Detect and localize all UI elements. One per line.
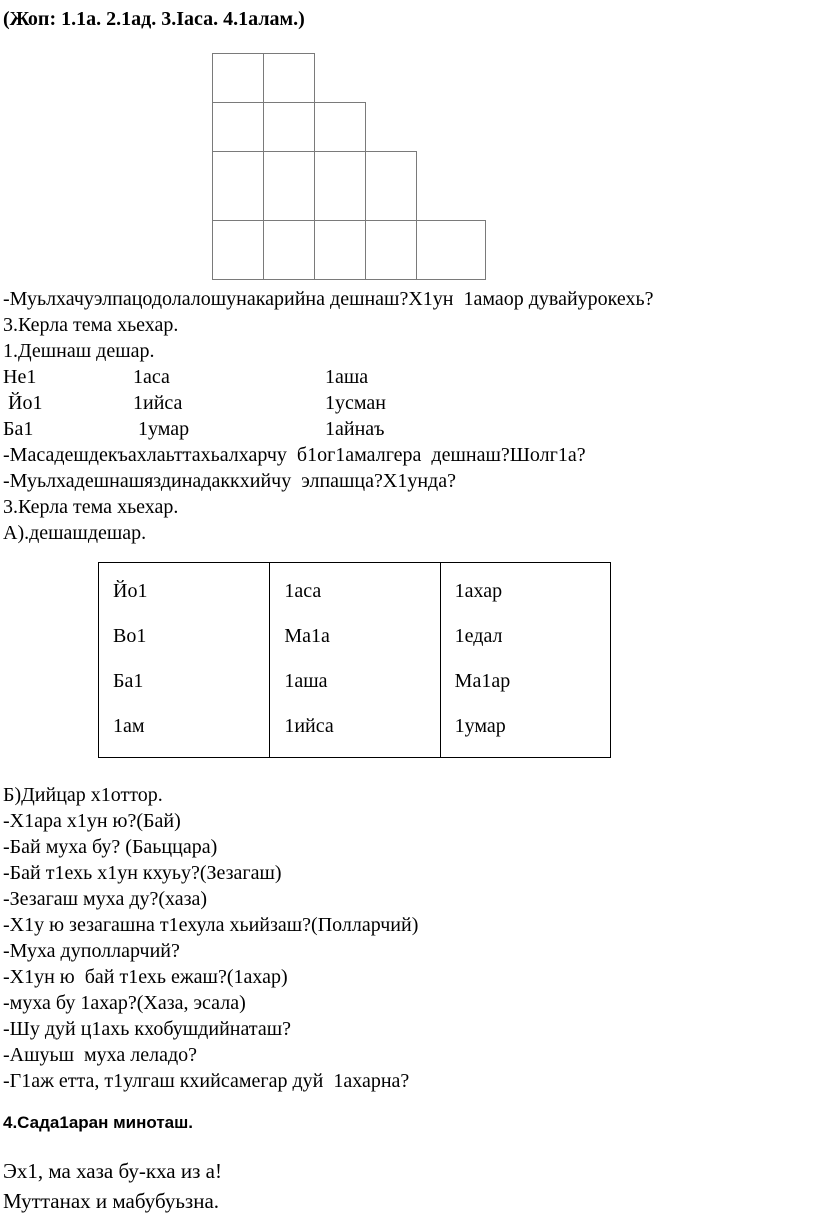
topic-line: 3.Керла тема хьехар. (3, 314, 179, 336)
question-line: -Х1ара х1ун ю?(Бай) (3, 810, 181, 832)
poem-line: Муттанах и мабубуьзна. (3, 1189, 220, 1213)
staircase-cell (263, 53, 315, 103)
table-cell: 1аса (284, 580, 322, 602)
word-cell: 1умар (133, 418, 190, 440)
staircase-diagram (213, 54, 810, 280)
word-cell: 1усман (325, 392, 386, 414)
section-b (3, 782, 810, 1094)
table-column (440, 563, 610, 757)
staircase-cell (212, 151, 264, 221)
table-cell: 1едал (454, 625, 503, 647)
words-table (98, 562, 611, 758)
word-cell: 1аша (325, 366, 369, 388)
staircase-cell (314, 151, 366, 221)
table-cell: 1ам (113, 715, 145, 737)
word-row (3, 416, 810, 442)
table-cell: 1ийса (284, 715, 334, 737)
question-line: -Х1ун ю бай т1ехь ежаш?(1ахар) (3, 966, 288, 988)
word-cell: 1ийса (133, 392, 183, 414)
word-list (3, 364, 810, 442)
table-cell: 1ахар (454, 580, 503, 602)
word-row (3, 364, 810, 390)
question-columns-line: -Масадешдекъахлаьттахьалхарчу б1ог1амалгера дешнаш?Шолг1а? (3, 444, 586, 466)
table-cell: Ма1а (284, 625, 330, 647)
staircase-row (213, 152, 810, 221)
word-cell: Не1 (3, 366, 37, 388)
staircase-row (213, 103, 810, 152)
table-column (269, 563, 439, 757)
table-cell: 1аша (284, 670, 328, 692)
table-cell: Ма1ар (454, 670, 511, 692)
table-cell: 1умар (454, 715, 506, 737)
table-cell: Во1 (113, 625, 147, 647)
answer-line: (Жоп: 1.1а. 2.1ад. 3.Iаса. 4.1алам.) (3, 8, 305, 30)
question-line: -Бай т1ехь х1ун кхуьу?(Зезагаш) (3, 862, 282, 884)
word-cell: 1аса (133, 366, 170, 388)
staircase-cell (212, 102, 264, 152)
staircase-cell (263, 220, 315, 280)
intro-question-line: -Муьлхачуэлпацодолалошунакарийна дешнаш?Х1ун 1амаор дувайурокехь? (3, 288, 654, 310)
question-line: -Шу дуй ц1ахь кхобушдийнаташ? (3, 1018, 291, 1040)
staircase-cell (212, 220, 264, 280)
staircase-row (213, 221, 810, 280)
reading-line: 1.Дешнаш дешар. (3, 340, 155, 362)
staircase-cell (416, 220, 486, 280)
staircase-cell (365, 220, 417, 280)
table-cell: Ба1 (113, 670, 144, 692)
table-cell: Йо1 (113, 580, 148, 602)
staircase-cell (212, 53, 264, 103)
question-capitals-line: -Муьлхадешнашяздинадаккхийчу элпашца?Х1унда? (3, 470, 456, 492)
word-cell: 1айнаъ (325, 418, 385, 440)
staircase-cell (314, 220, 366, 280)
staircase-cell (263, 102, 315, 152)
question-line: -муха бу 1ахар?(Хаза, эсала) (3, 992, 246, 1014)
poem-line: Эх1, ма хаза бу-кха из а! (3, 1159, 222, 1183)
question-line: -Ашуьш муха леладо? (3, 1044, 198, 1066)
staircase-cell (365, 151, 417, 221)
staircase-cell (314, 102, 366, 152)
question-line: -Бай муха бу? (Баьццара) (3, 836, 218, 858)
poem (3, 1156, 810, 1216)
question-line: -Х1у ю зезагашна т1ехула хьийзаш?(Полларчий) (3, 914, 419, 936)
topic-line-2: 3.Керла тема хьехар. (3, 496, 179, 518)
word-cell: Йо1 (3, 392, 43, 414)
question-line: -Муха дуполларчий? (3, 940, 180, 962)
word-cell: Ба1 (3, 418, 34, 440)
table-column (99, 563, 269, 757)
word-row (3, 390, 810, 416)
staircase-row (213, 54, 810, 103)
minutes-heading: 4.Сада1аран миноташ. (3, 1113, 194, 1132)
section-b-title: Б)Дийцар х1оттор. (3, 784, 163, 806)
question-line: -Г1аж етта, т1улгаш кхийсамегар дуй 1ахарна? (3, 1070, 410, 1092)
question-line: -Зезагаш муха ду?(хаза) (3, 888, 208, 910)
staircase-cell (263, 151, 315, 221)
a-section-line: А).дешашдешар. (3, 522, 147, 544)
